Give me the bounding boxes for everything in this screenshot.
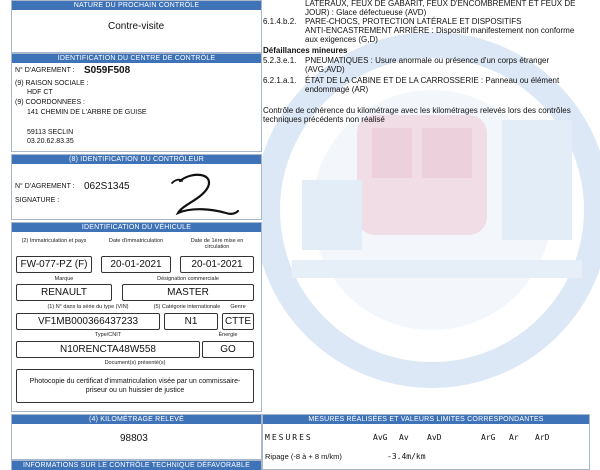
- measures-col-ar: Ar: [509, 433, 519, 442]
- minor-defect-code-2: 6.2.1.a.1.: [263, 76, 297, 85]
- documents-value: Photocopie du certificat d'immatriculation visée par un commissaire-priseur ou un huissier de justice: [16, 369, 254, 403]
- defect-code-1: 6.1.4.b.2.: [263, 17, 297, 26]
- measures-col-arg: ArG: [481, 433, 496, 442]
- controller-signature: [162, 167, 242, 219]
- next-control-panel: [11, 0, 262, 53]
- minor-defect-2-line-2: endommagé (AR): [305, 85, 369, 94]
- vin-caption: (1) N° dans la série du type (VIN): [47, 304, 129, 310]
- centre-phone: 03.20.62.83.35: [27, 138, 74, 145]
- centre-city: 59113 SECLIN: [27, 129, 74, 136]
- measures-header: MESURES RÉALISÉES ET VALEURS LIMITES CORRESPONDANTES: [263, 415, 589, 424]
- vehicle-header: IDENTIFICATION DU VÉHICULE: [12, 223, 261, 232]
- coherence-line-1: Contrôle de cohérence du kilométrage avec les kilométrages relevés lors des contrôles: [263, 106, 571, 115]
- immat-value: FW-077-PZ (F): [16, 256, 92, 273]
- centre-address: 141 CHEMIN DE L'ARBRE DE GUISE: [27, 109, 147, 116]
- type-caption: Type/CNIT: [94, 332, 122, 338]
- energie-value: GO: [202, 341, 254, 358]
- defect-line-4: ANTI-ENCASTREMENT ARRIÈRE : Dispositif manifestement non conforme: [305, 26, 575, 35]
- defect-line-2: JOUR) : Glace défectueuse (AVD): [305, 8, 427, 17]
- minor-defects-header: Défaillances mineures: [263, 46, 348, 55]
- vehicle-panel: [11, 222, 262, 412]
- documents-caption: Document(s) présenté(s): [104, 360, 166, 366]
- ripage-value: -3.4m/km: [387, 452, 426, 461]
- info-panel: [11, 460, 262, 470]
- first-circ-value: 20-01-2021: [180, 256, 254, 273]
- minor-defect-1-line-2: (AVG,AVD): [305, 65, 345, 74]
- coherence-line-2: techniques précédents non réalisé: [263, 115, 385, 124]
- measures-col-av: Av: [399, 433, 409, 442]
- centre-agrement-value: S059F508: [84, 65, 131, 76]
- energie-caption: Énergie: [218, 332, 238, 338]
- controller-agrement-label: N° D'AGREMENT :: [15, 183, 75, 190]
- date-immat-caption: Date d'immatriculation: [108, 238, 164, 244]
- next-control-value: Contre-visite: [108, 21, 165, 32]
- centre-coord-label: (9) COORDONNEES :: [15, 99, 86, 106]
- designation-caption: Désignation commerciale: [157, 276, 219, 282]
- next-control-header: NATURE DU PROCHAIN CONTRÔLE: [12, 1, 261, 10]
- measures-panel: [262, 414, 590, 470]
- categorie-caption: (5) Catégorie internationale: [153, 304, 221, 310]
- immat-caption: (2) Immatriculation et pays: [21, 238, 87, 244]
- minor-defect-2-line-1: ÉTAT DE LA CABINE ET DE LA CARROSSERIE : Panneau ou élément: [305, 76, 560, 85]
- marque-caption: Marque: [54, 276, 74, 282]
- centre-raison-value: HDF CT: [27, 89, 53, 96]
- vin-value: VF1MB000366437233: [16, 313, 160, 330]
- type-value: N10RENCTA48W558: [16, 341, 200, 358]
- controller-signature-label: SIGNATURE :: [15, 197, 60, 204]
- marque-value: RENAULT: [16, 284, 112, 301]
- categorie-value: N1: [164, 313, 218, 330]
- controller-header: (8) IDENTIFICATION DU CONTRÔLEUR: [12, 155, 261, 164]
- genre-caption: Genre: [230, 304, 246, 310]
- measures-title: MESURES: [265, 433, 313, 442]
- minor-defect-1-line-1: PNEUMATIQUES : Usure anormale ou présence d'un corps étranger: [305, 56, 550, 65]
- minor-defect-code-1: 5.2.3.e.1.: [263, 56, 297, 65]
- centre-raison-label: (9) RAISON SOCIALE :: [15, 80, 89, 87]
- mileage-value: 98803: [120, 433, 148, 444]
- controller-agrement-value: 062S1345: [84, 181, 130, 192]
- ripage-label: Ripage (-8 à + 8 m/km): [265, 452, 342, 461]
- defect-line-3: PARE-CHOCS, PROTECTION LATÉRALE ET DISPOSITIFS: [305, 17, 522, 26]
- designation-value: MASTER: [122, 284, 254, 301]
- mileage-header: (4) KILOMÉTRAGE RELEVÉ: [12, 415, 261, 424]
- first-circ-caption: Date de 1ère mise en circulation: [190, 238, 244, 250]
- date-immat-value: 20-01-2021: [101, 256, 171, 273]
- centre-header: IDENTIFICATION DU CENTRE DE CONTRÔLE: [12, 54, 261, 63]
- measures-col-avd: AvD: [427, 433, 442, 442]
- controller-panel: [11, 154, 262, 220]
- genre-value: CTTE: [222, 313, 254, 330]
- mileage-panel: [11, 414, 262, 460]
- centre-panel: [11, 53, 262, 152]
- measures-col-ard: ArD: [535, 433, 550, 442]
- centre-agrement-label: N° D'AGREMENT :: [15, 67, 75, 74]
- defect-line-5: aux exigences (G,D): [305, 35, 378, 44]
- info-header: INFORMATIONS SUR LE CONTRÔLE TECHNIQUE DÉFAVORABLE: [12, 461, 261, 470]
- defect-line-1: LATÉRAUX, FEUX DE GABARIT, FEUX D'ENCOMBREMENT ET FEUX DE: [305, 0, 576, 8]
- measures-col-avg: AvG: [373, 433, 388, 442]
